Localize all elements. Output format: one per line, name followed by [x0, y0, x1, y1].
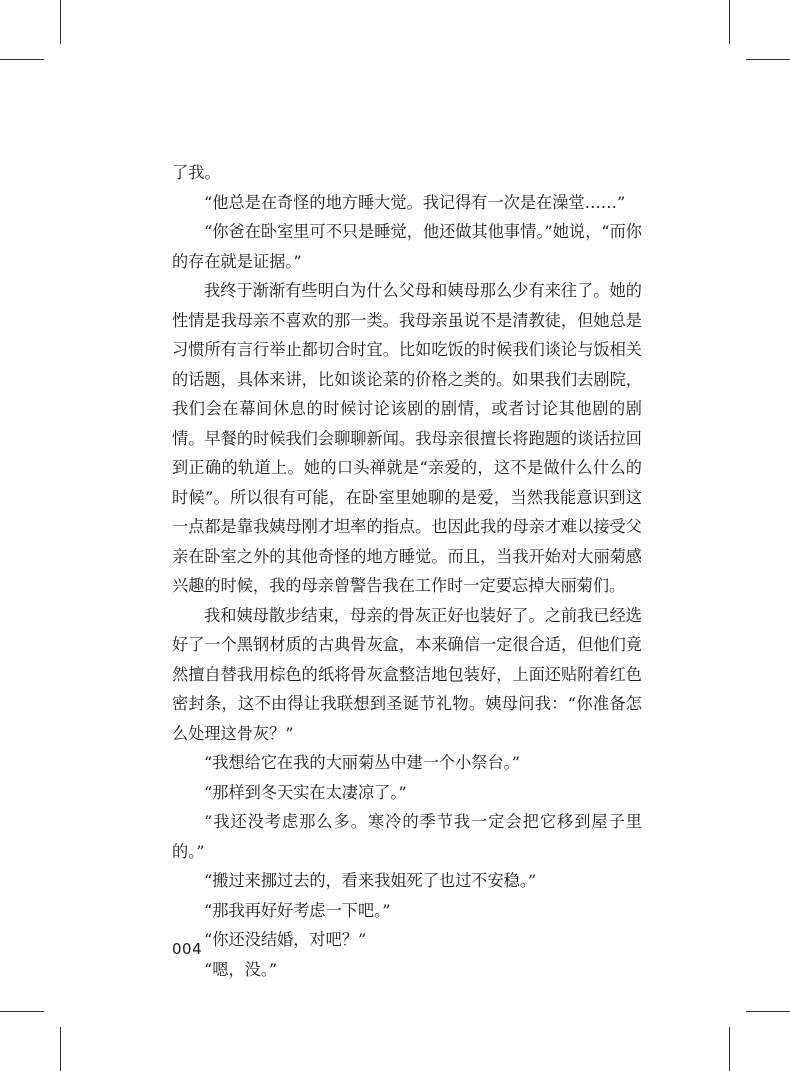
paragraph: 了我。 — [172, 163, 221, 182]
paragraph: “他总是在奇怪的地方睡大觉。我记得有一次是在澡堂……” — [204, 192, 626, 212]
body-text — [172, 158, 642, 984]
crop-mark-top-left — [60, 0, 61, 44]
crop-mark-top-right — [729, 0, 730, 44]
paragraph: “那我再好好考虑一下吧。” — [204, 900, 391, 920]
paragraph: “那样到冬天实在太凄凉了。” — [204, 782, 407, 802]
paragraph: “嗯，没。” — [204, 959, 278, 979]
crop-mark-bottom-right-h — [746, 1011, 790, 1012]
paragraph: “我还没考虑那么多。寒冷的季节我一定会把它移到屋子里的。” — [172, 812, 642, 861]
crop-mark-bottom-right — [729, 1027, 730, 1071]
paragraph: “我想给它在我的大丽菊丛中建一个小祭台。” — [204, 753, 521, 772]
paragraph: “你爸在卧室里可不只是睡觉，他还做其他事情。”她说，“而你的存在就是证据。” — [172, 222, 642, 271]
paragraph: “你还没结婚，对吧？” — [204, 930, 367, 949]
crop-mark-top-left-h — [0, 59, 44, 60]
crop-mark-top-right-h — [746, 59, 790, 60]
crop-mark-bottom-left — [60, 1027, 61, 1071]
page-number: 004 — [172, 940, 203, 958]
crop-mark-bottom-left-h — [0, 1011, 44, 1012]
paragraph: 我终于渐渐有些明白为什么父母和姨母那么少有来往了。她的性情是我母亲不喜欢的那一类。我母亲虽说不是清教徒，但她总是习惯所有言行举止都切合时宜。比如吃饭的时候我们谈论与饭相关的话题，具体来讲，比如谈论菜的价格之类的。如果我们去剧院，我们会在幕间休息的时候讨论该剧的剧情，或者讨论其他剧的剧情。早餐的时候我们会聊聊新闻。我母亲很擅长将跑题的谈话拉回到正确的轨道上。她的口头禅就是“亲爱的，这不是做什么什么的时候”。所以很有可能，在卧室里她聊的是爱，当然我能意识到这一点都是靠我姨母刚才坦率的指点。也因此我的母亲才难以接受父亲在卧室之外的其他奇怪的地方睡觉。而且，当我开始对大丽菊感兴趣的时候，我的母亲曾警告我在工作时一定要忘掉大丽菊们。 — [172, 281, 642, 595]
paragraph: “搬过来挪过去的，看来我姐死了也过不安稳。” — [204, 871, 537, 890]
paragraph: 我和姨母散步结束，母亲的骨灰正好也装好了。之前我已经选好了一个黑钢材质的古典骨灰盒，本来确信一定很合适，但他们竟然擅自替我用棕色的纸将骨灰盒整洁地包装好，上面还贴附着红色密封条，这不由得让我联想到圣诞节礼物。姨母问我：“你准备怎么处理这骨灰？” — [172, 605, 642, 743]
